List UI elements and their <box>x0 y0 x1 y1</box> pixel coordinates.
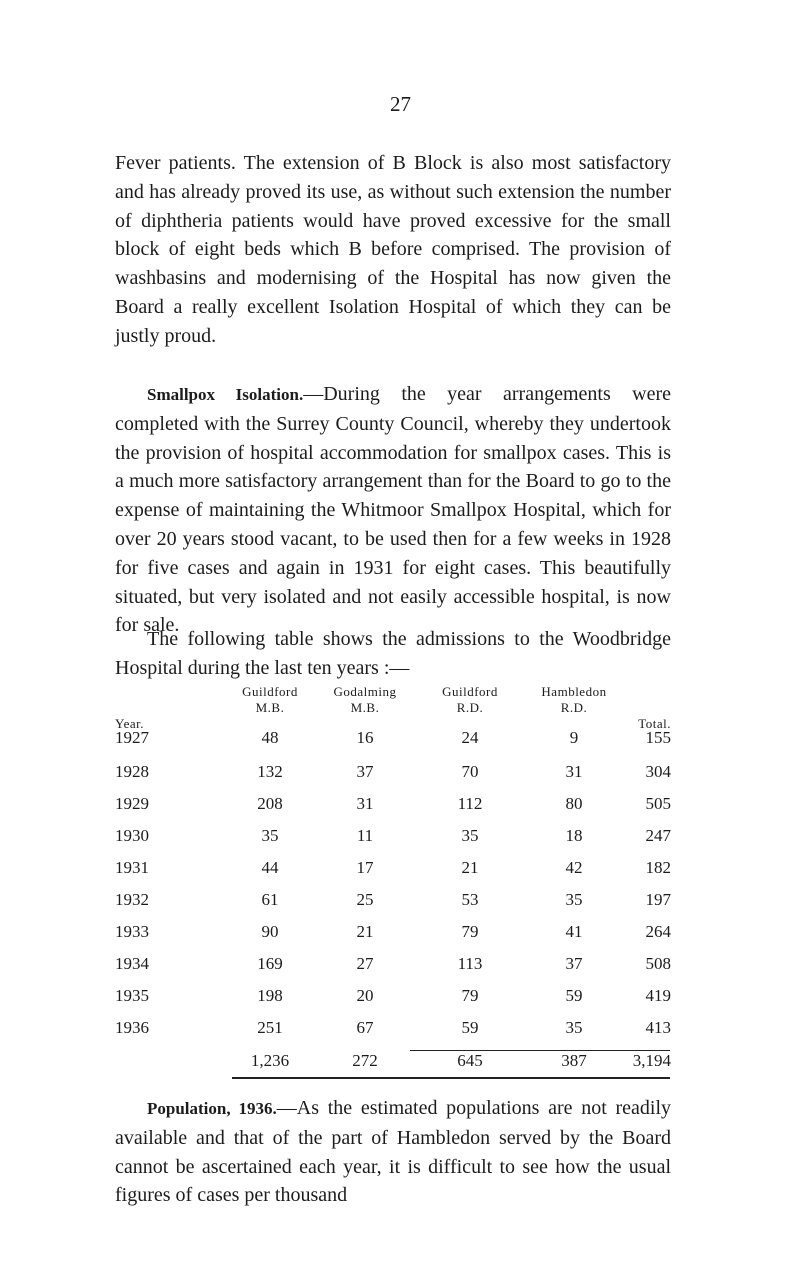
total-grand: 3,194 <box>632 1051 671 1070</box>
total-bottom-rule <box>232 1077 670 1079</box>
cell-guildford-mb: 132 <box>257 762 283 781</box>
header-hambledon-line2: R.D. <box>560 700 588 715</box>
header-godalming-line1: Godalming <box>333 684 397 699</box>
cell-godalming-mb: 20 <box>356 986 374 1005</box>
population-heading: Population, 1936. <box>147 1099 277 1118</box>
cell-guildford-mb: 198 <box>257 986 283 1005</box>
paragraph-fever-patients: Fever patients. The extension of B Block is also most satisfactory and has already proved its use, as without such extension the number of diphtheria patients would have proved excessive for the small block of eight beds which B before comprised. The provision of washbasins and modernising of the Hospital has now given the Board a really excellent Isolation Hospital of which they can be justly proud. <box>115 152 671 347</box>
cell-guildford-rd: 79 <box>461 922 479 941</box>
cell-godalming-mb: 11 <box>356 826 374 845</box>
header-guildford-rd-line1: Guildford <box>442 684 498 699</box>
paragraph-population <box>115 1094 671 1210</box>
page-number: 27 <box>390 92 411 116</box>
cell-year: 1936 <box>115 1018 149 1037</box>
cell-year: 1927 <box>115 728 149 747</box>
cell-guildford-mb: 90 <box>261 922 279 941</box>
cell-year: 1930 <box>115 826 149 845</box>
cell-hambledon-rd: 42 <box>565 858 583 877</box>
cell-guildford-rd: 79 <box>461 986 479 1005</box>
cell-godalming-mb: 67 <box>356 1018 374 1037</box>
cell-godalming-mb: 27 <box>356 954 374 973</box>
cell-total: 182 <box>645 858 671 877</box>
cell-guildford-mb: 61 <box>261 890 279 909</box>
cell-hambledon-rd: 59 <box>565 986 583 1005</box>
cell-guildford-rd: 53 <box>461 890 479 909</box>
cell-year: 1928 <box>115 762 149 781</box>
paragraph-smallpox-isolation <box>115 380 671 640</box>
cell-guildford-rd: 113 <box>457 954 483 973</box>
cell-total: 508 <box>645 954 671 973</box>
cell-guildford-rd: 112 <box>457 794 483 813</box>
cell-guildford-rd: 59 <box>461 1018 479 1037</box>
total-guildford-rd: 645 <box>457 1051 483 1070</box>
population-text: —As the estimated populations are not readily available and that of the part of Hambledon served by the Board cannot be ascertained each year, it is difficult to see how the usual figures of cases per thousand <box>115 1097 671 1207</box>
cell-hambledon-rd: 41 <box>565 922 583 941</box>
cell-year: 1929 <box>115 794 149 813</box>
cell-guildford-mb: 48 <box>261 728 279 747</box>
cell-guildford-rd: 24 <box>461 728 479 747</box>
cell-total: 247 <box>645 826 671 845</box>
cell-godalming-mb: 17 <box>356 858 374 877</box>
header-year: Year. <box>115 716 144 731</box>
cell-hambledon-rd: 35 <box>565 890 583 909</box>
cell-guildford-rd: 35 <box>461 826 479 845</box>
total-hambledon-rd: 387 <box>561 1051 587 1070</box>
smallpox-isolation-heading: Smallpox Isolation. <box>147 385 304 404</box>
cell-godalming-mb: 21 <box>356 922 374 941</box>
cell-total: 197 <box>645 890 671 909</box>
cell-godalming-mb: 25 <box>356 890 374 909</box>
cell-total: 304 <box>645 762 671 781</box>
cell-hambledon-rd: 9 <box>569 728 579 747</box>
cell-godalming-mb: 31 <box>356 794 374 813</box>
cell-year: 1933 <box>115 922 149 941</box>
header-total: Total. <box>638 716 671 731</box>
admissions-table <box>115 684 671 1064</box>
cell-hambledon-rd: 80 <box>565 794 583 813</box>
cell-godalming-mb: 16 <box>356 728 374 747</box>
cell-guildford-rd: 21 <box>461 858 479 877</box>
header-guildford-rd-line2: R.D. <box>456 700 484 715</box>
total-guildford-mb: 1,236 <box>250 1051 290 1070</box>
cell-year: 1934 <box>115 954 149 973</box>
cell-guildford-mb: 35 <box>261 826 279 845</box>
cell-guildford-rd: 70 <box>461 762 479 781</box>
cell-guildford-mb: 251 <box>257 1018 283 1037</box>
cell-total: 505 <box>645 794 671 813</box>
cell-guildford-mb: 208 <box>257 794 283 813</box>
total-godalming-mb: 272 <box>352 1051 378 1070</box>
cell-hambledon-rd: 18 <box>565 826 583 845</box>
cell-godalming-mb: 37 <box>356 762 374 781</box>
cell-total: 413 <box>645 1018 671 1037</box>
cell-year: 1935 <box>115 986 149 1005</box>
header-guildford-mb-line2: M.B. <box>255 700 285 715</box>
cell-hambledon-rd: 35 <box>565 1018 583 1037</box>
header-godalming-line2: M.B. <box>350 700 380 715</box>
paragraph-table-intro: The following table shows the admissions to the Woodbridge Hospital during the last ten years :— <box>115 628 671 679</box>
cell-total: 419 <box>645 986 671 1005</box>
cell-guildford-mb: 44 <box>261 858 279 877</box>
cell-hambledon-rd: 37 <box>565 954 583 973</box>
header-guildford-mb-line1: Guildford <box>242 684 298 699</box>
cell-year: 1931 <box>115 858 149 877</box>
cell-guildford-mb: 169 <box>257 954 283 973</box>
cell-hambledon-rd: 31 <box>565 762 583 781</box>
cell-year: 1932 <box>115 890 149 909</box>
smallpox-isolation-text: —During the year arrangements were completed with the Surrey County Council, whereby they undertook the provision of hospital accommodation for smallpox cases. This is a much more satisfactory arrangement than for the Board to go to the expense of maintaining the Whitmoor Smallpox Hospital, which for over 20 years stood vacant, to be used then for a few weeks in 1928 for five cases and again in 1931 for eight cases. This beautifully situated, but very isolated and not easily accessible hospital, is now for sale. <box>115 383 671 637</box>
cell-total: 155 <box>645 728 671 747</box>
cell-total: 264 <box>645 922 671 941</box>
header-hambledon-line1: Hambledon <box>541 684 607 699</box>
